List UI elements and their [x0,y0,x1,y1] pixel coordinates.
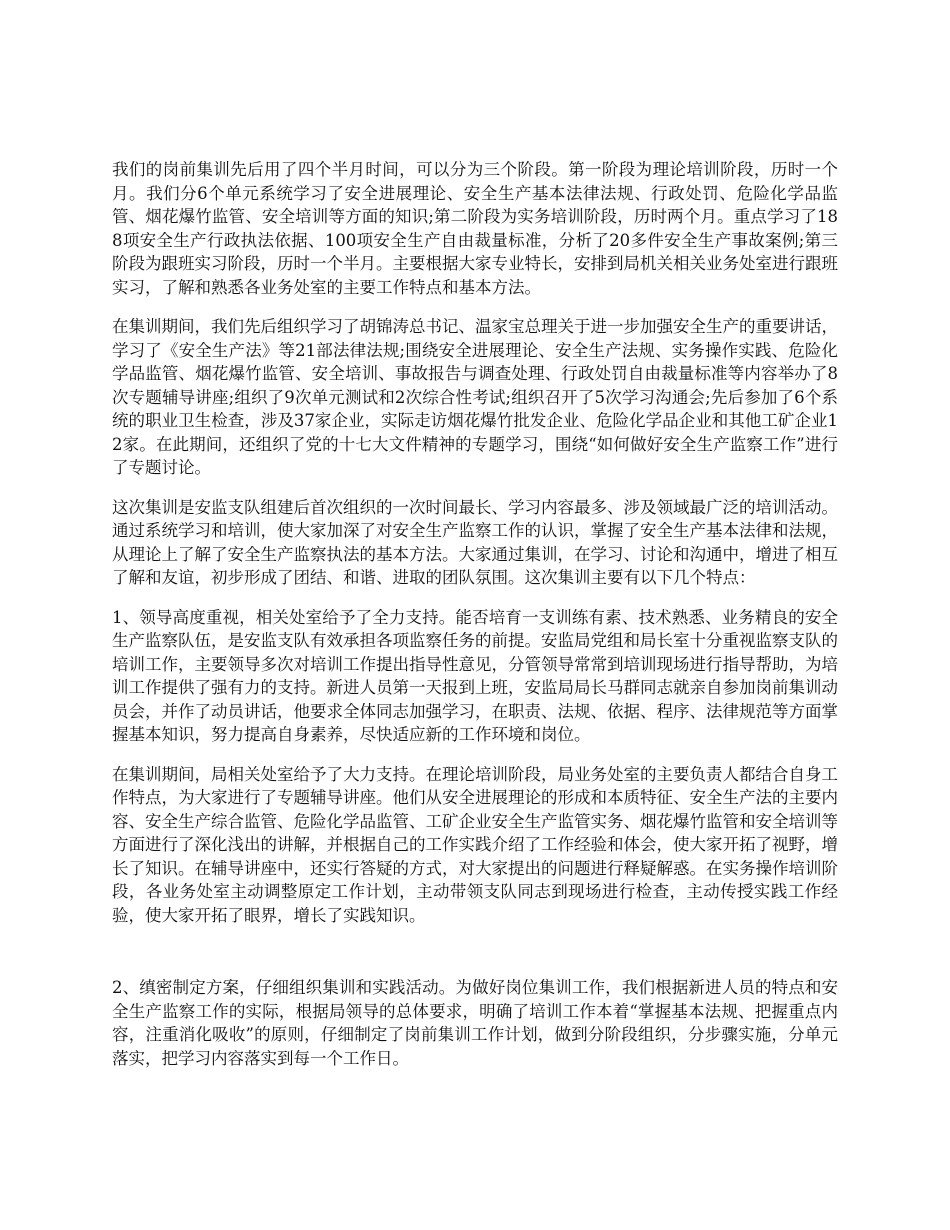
paragraph-point-2-planning: 2、缜密制定方案，仔细组织集训和实践活动。为做好岗位集训工作，我们根据新进人员的特点和安全生产监察工作的实际，根据局领导的总体要求，明确了培训工作本着“掌握基本法规、把握重点内容，注重消化吸收”的原则，仔细制定了岗前集训工作计划，做到分阶段组织，分步骤实施，分单元落实，把学习内容落实到每一个工作日。 [112,978,838,1068]
paragraph-point-1-leadership: 1、领导高度重视，相关处室给予了全力支持。能否培育一支训练有素、技术熟悉、业务精良的安全生产监察队伍，是安监支队有效承担各项监察任务的前提。安监局党组和局长室十分重视监察支队的培训工作，主要领导多次对培训工作提出指导性意见，分管领导常常到培训现场进行指导帮助，为培训工作提供了强有力的支持。新进人员第一天报到上班，安监局局长马群同志就亲自参加岗前集训动员会，并作了动员讲话，他要求全体同志加强学习，在职责、法规、依据、程序、法律规范等方面掌握基本知识，努力提高自身素养，尽快适应新的工作环境和岗位。 [112,607,838,744]
paragraph-gap [112,943,838,976]
document-body [112,158,838,1086]
paragraph-training-phases: 我们的岗前集训先后用了四个半月时间，可以分为三个阶段。第一阶段为理论培训阶段，历时一个月。我们分6个单元系统学习了安全进展理论、安全生产基本法律法规、行政处罚、危险化学品监管、烟花爆竹监管、安全培训等方面的知识;第二阶段为实务培训阶段，历时两个月。重点学习了188项安全生产行政执法依据、100项安全生产自由裁量标准，分析了20多件安全生产事故案例;第三阶段为跟班实习阶段，历时一个半月。主要根据大家专业特长，安排到局机关相关业务处室进行跟班实习，了解和熟悉各业务处室的主要工作特点和基本方法。 [112,160,838,297]
paragraph-department-support: 在集训期间，局相关处室给予了大力支持。在理论培训阶段，局业务处室的主要负责人都结合自身工作特点，为大家进行了专题辅导讲座。他们从安全进展理论的形成和本质特征、安全生产法的主要内容、安全生产综合监管、危险化学品监管、工矿企业安全生产监管实务、烟花爆竹监管和安全培训等方面进行了深化浅出的讲解，并根据自己的工作实践介绍了工作经验和体会，使大家开拓了视野，增长了知识。在辅导讲座中，还实行答疑的方式，对大家提出的问题进行释疑解惑。在实务操作培训阶段，各业务处室主动调整原定工作计划，主动带领支队同志到现场进行检查，主动传授实践工作经验，使大家开拓了眼界，增长了实践知识。 [112,764,838,925]
paragraph-training-summary: 这次集训是安监支队组建后首次组织的一次时间最长、学习内容最多、涉及领域最广泛的培训活动。通过系统学习和培训，使大家加深了对安全生产监察工作的认识，掌握了安全生产基本法律和法规，从理论上了解了安全生产监察执法的基本方法。大家通过集训，在学习、讨论和沟通中，增进了相互了解和友谊，初步形成了团结、和谐、进取的团队氛围。这次集训主要有以下几个特点： [112,497,838,587]
paragraph-training-activities: 在集训期间，我们先后组织学习了胡锦涛总书记、温家宝总理关于进一步加强安全生产的重要讲话，学习了《安全生产法》等21部法律法规;围绕安全进展理论、安全生产法规、实务操作实践、危险化学品监管、烟花爆竹监管、安全培训、事故报告与调查处理、行政处罚自由裁量标准等内容举办了8次专题辅导讲座;组织了9次单元测试和2次综合性考试;组织召开了5次学习沟通会;先后参加了6个系统的职业卫生检查，涉及37家企业，实际走访烟花爆竹批发企业、危险化学品企业和其他工矿企业12家。在此期间，还组织了党的十七大文件精神的专题学习，围绕“如何做好安全生产监察工作”进行了专题讨论。 [112,317,838,477]
